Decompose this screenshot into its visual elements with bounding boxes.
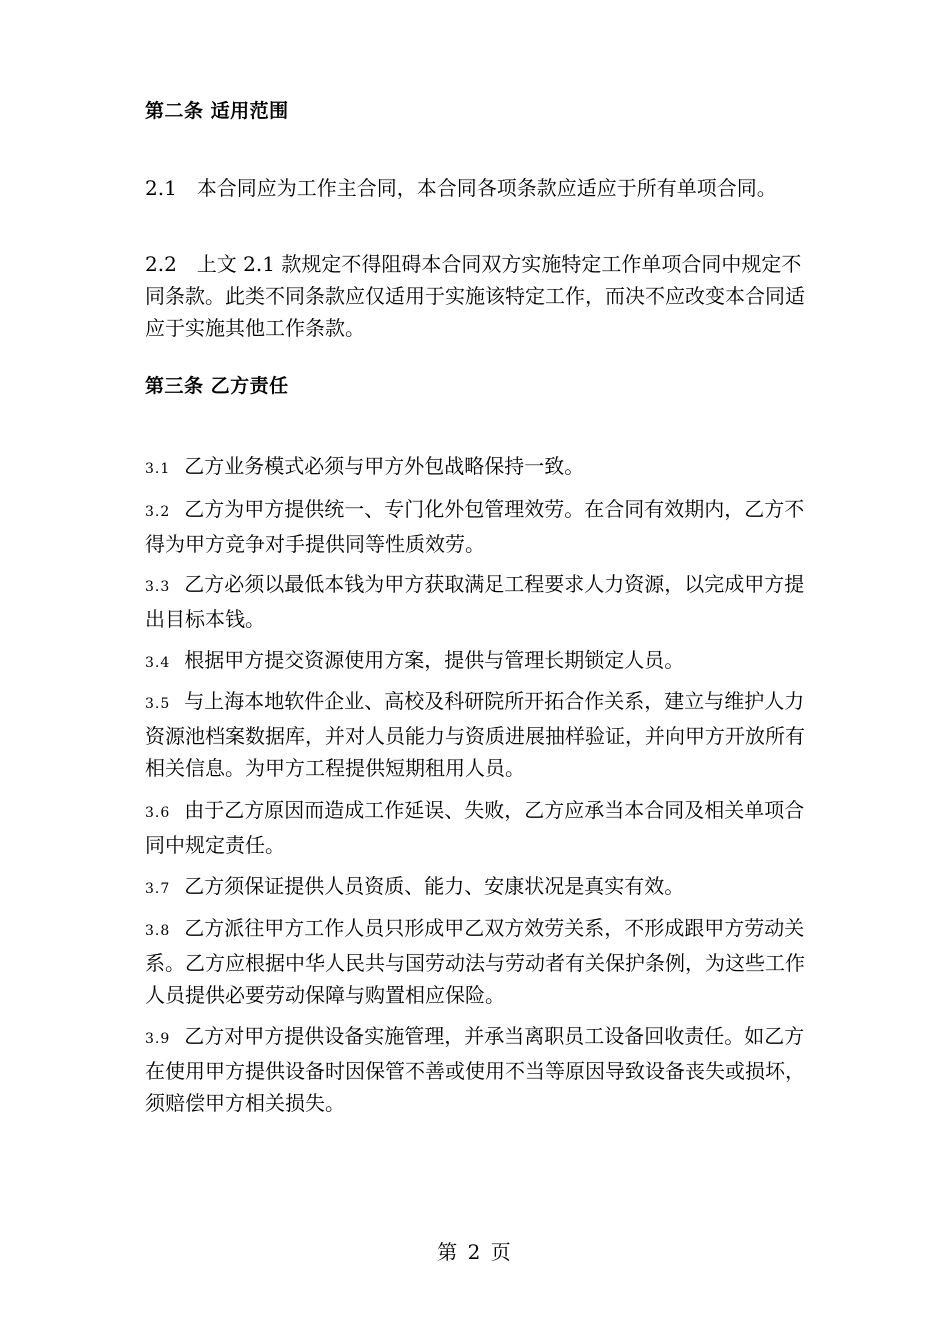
clause-text: 根据甲方提交资源使用方案，提供与管理长期锁定人员。 [184,648,685,672]
clause-number: 3.9 [145,1031,171,1047]
clause-text: 与上海本地软件企业、高校及科研院所开拓合作关系，建立与维护人力资源池档案数据库，并对人员能力与资质进展抽样验证，并向甲方开放所有相关信息。为甲方工程提供短期租用人员。 [145,689,805,780]
clause-text: 乙方为甲方提供统一、专门化外包管理效劳。在合同有效期内，乙方不得为甲方竞争对手提供同等性质效劳。 [145,497,805,556]
clause-text: 乙方派往甲方工作人员只形成甲乙双方效劳关系，不形成跟甲方劳动关系。乙方应根据中华人民共与国劳动法与劳动者有关保护条例，为这些工作人员提供必要劳动保障与购置相应保险。 [145,916,805,1007]
clause-text: 本合同应为工作主合同，本合同各项条款应适应于所有单项合同。 [196,176,777,200]
clause-number: 3.6 [145,805,171,821]
clause-3-5 [145,685,813,784]
clause-3-1 [145,450,813,485]
clause-text: 上文 2.1 款规定不得阻碍本合同双方实施特定工作单项合同中规定不同条款。此类不同条款应仅适用于实施该特定工作，而决不应改变本合同适应于实施其他工作条款。 [145,252,805,340]
clause-number: 3.8 [145,923,171,939]
clause-number: 3.2 [145,504,171,520]
clause-3-7 [145,870,813,905]
clause-text: 由于乙方原因而造成工作延误、失败，乙方应承当本合同及相关单项合同中规定责任。 [145,798,805,857]
clause-2-2 [145,248,813,344]
article3-title: 第三条 乙方责任 [145,375,289,397]
clause-3-2 [145,493,813,560]
clause-3-8 [145,912,813,1011]
clause-text: 乙方业务模式必须与甲方外包战略保持一致。 [184,454,585,478]
clause-2-1 [145,172,813,204]
clause-3-4 [145,644,813,679]
clause-3-9 [145,1020,813,1119]
clause-text: 乙方须保证提供人员资质、能力、安康状况是真实有效。 [184,874,685,898]
clause-number: 3.1 [145,461,171,477]
clause-number: 2.2 [145,252,177,276]
clause-number: 3.7 [145,881,171,897]
page-number: 第 2 页 [437,1240,513,1264]
clause-number: 3.5 [145,696,171,712]
clause-3-3 [145,568,813,635]
clause-text: 乙方必须以最低本钱为甲方获取满足工程要求人力资源，以完成甲方提出目标本钱。 [145,572,805,631]
clause-text: 乙方对甲方提供设备实施管理，并承当离职员工设备回收责任。如乙方在使用甲方提供设备时因保管不善或使用不当等原因导致设备丧失或损坏，须赔偿甲方相关损失。 [145,1024,805,1115]
clause-3-6 [145,794,813,861]
clause-number: 3.4 [145,655,171,671]
clause-number: 2.1 [145,176,177,200]
clause-number: 3.3 [145,579,171,595]
article2-title: 第二条 适用范围 [145,100,289,122]
